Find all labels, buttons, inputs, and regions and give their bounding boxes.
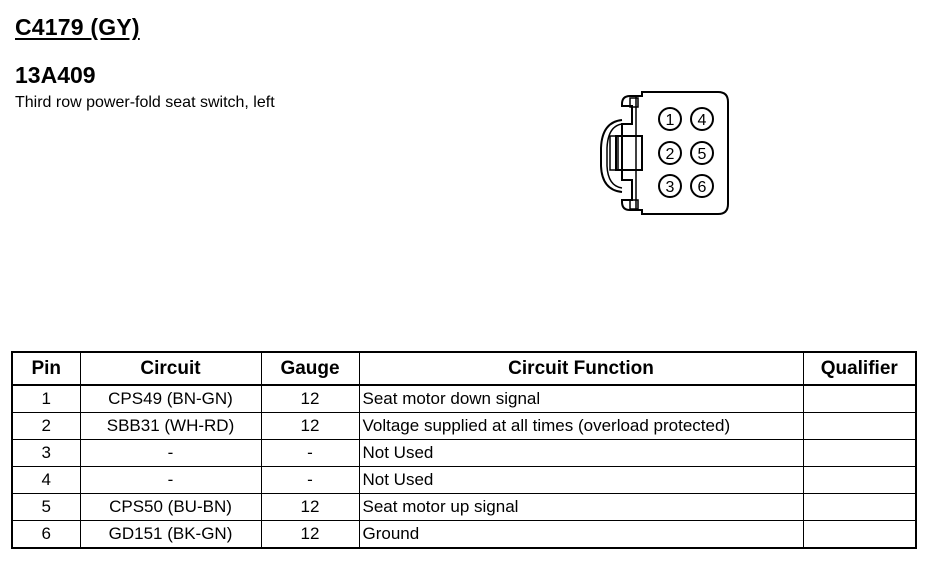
connector-description: Third row power-fold seat switch, left	[15, 94, 275, 111]
pin-cavity-4	[691, 108, 713, 130]
cell-function: Not Used	[359, 467, 803, 494]
header-qualifier: Qualifier	[803, 352, 916, 385]
cell-qualifier	[803, 521, 916, 549]
svg-text:3: 3	[665, 179, 675, 196]
svg-text:1: 1	[665, 112, 675, 129]
table-row	[12, 521, 916, 549]
connector-face-diagram	[592, 84, 737, 226]
pin-cavity-2	[659, 142, 681, 164]
connector-id-title: C4179 (GY)	[15, 14, 140, 40]
cell-function: Ground	[359, 521, 803, 549]
cell-qualifier	[803, 440, 916, 467]
cell-gauge: -	[261, 440, 359, 467]
table-row	[12, 413, 916, 440]
cell-circuit: -	[80, 467, 261, 494]
svg-text:6: 6	[697, 179, 707, 196]
cell-circuit: -	[80, 440, 261, 467]
cell-circuit: CPS49 (BN-GN)	[80, 385, 261, 413]
cell-gauge: 12	[261, 494, 359, 521]
connector-key-window	[616, 136, 642, 170]
svg-text:4: 4	[697, 112, 707, 129]
cell-function: Seat motor down signal	[359, 385, 803, 413]
pin-table	[11, 351, 917, 549]
header-circuit-function: Circuit Function	[359, 352, 803, 385]
cell-function: Seat motor up signal	[359, 494, 803, 521]
cell-pin: 3	[12, 440, 80, 467]
table-row	[12, 440, 916, 467]
cell-pin: 4	[12, 467, 80, 494]
pin-cavity-1	[659, 108, 681, 130]
table-row	[12, 385, 916, 413]
cell-function: Voltage supplied at all times (overload protected)	[359, 413, 803, 440]
pin-cavity-5	[691, 142, 713, 164]
cell-gauge: 12	[261, 413, 359, 440]
header-pin: Pin	[12, 352, 80, 385]
cell-circuit: CPS50 (BU-BN)	[80, 494, 261, 521]
table-row	[12, 494, 916, 521]
cell-qualifier	[803, 494, 916, 521]
svg-text:5: 5	[697, 146, 707, 163]
cell-circuit: SBB31 (WH-RD)	[80, 413, 261, 440]
cell-gauge: -	[261, 467, 359, 494]
cell-pin: 6	[12, 521, 80, 549]
header-circuit: Circuit	[80, 352, 261, 385]
cell-function: Not Used	[359, 440, 803, 467]
table-row	[12, 467, 916, 494]
part-number: 13A409	[15, 62, 96, 88]
cell-pin: 2	[12, 413, 80, 440]
cell-circuit: GD151 (BK-GN)	[80, 521, 261, 549]
pin-cavity-3	[659, 175, 681, 197]
cell-pin: 5	[12, 494, 80, 521]
cell-qualifier	[803, 385, 916, 413]
cell-gauge: 12	[261, 521, 359, 549]
cell-qualifier	[803, 413, 916, 440]
cell-pin: 1	[12, 385, 80, 413]
cell-qualifier	[803, 467, 916, 494]
pin-cavity-6	[691, 175, 713, 197]
svg-text:2: 2	[665, 146, 675, 163]
table-header-row	[12, 352, 916, 385]
cell-gauge: 12	[261, 385, 359, 413]
header-gauge: Gauge	[261, 352, 359, 385]
